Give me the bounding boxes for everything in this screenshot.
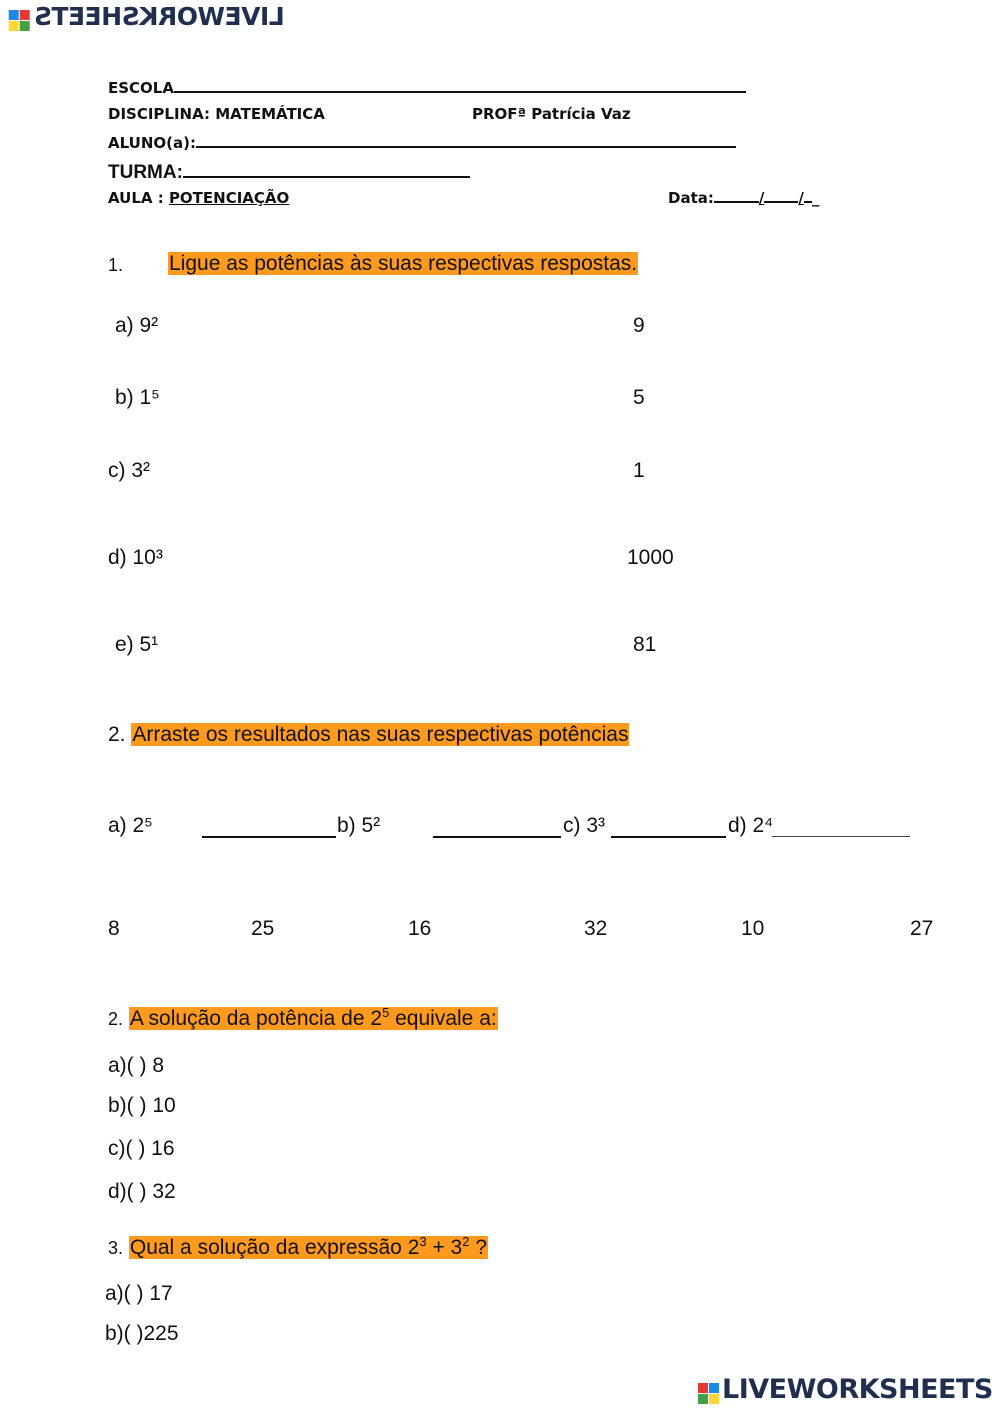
- aula-line: [108, 189, 289, 207]
- q1-left-c[interactable]: c) 3²: [108, 459, 150, 482]
- q4-heading: [108, 1234, 488, 1260]
- aula-topic: POTENCIAÇÃO: [168, 189, 290, 207]
- q2-number: 2.: [108, 723, 126, 746]
- q1-right-1[interactable]: 9: [633, 314, 645, 337]
- q2-drop-b[interactable]: [433, 812, 561, 838]
- data-year-blank[interactable]: [804, 201, 812, 203]
- q3-prompt-exp: 5: [382, 1005, 390, 1020]
- q1-right-5[interactable]: 81: [633, 633, 657, 656]
- q4-exp-1: 3: [419, 1234, 427, 1249]
- top-watermark-logo-icon: [9, 10, 30, 31]
- q2-drop-d[interactable]: [772, 812, 910, 837]
- aluno-line: [108, 134, 736, 152]
- bottom-watermark: [698, 1374, 993, 1405]
- q4-prompt: [129, 1236, 488, 1259]
- bottom-watermark-text: LIVEWORKSHEETS: [722, 1374, 993, 1405]
- data-day-blank[interactable]: [714, 201, 759, 203]
- q1-left-b[interactable]: b) 1⁵: [115, 386, 160, 409]
- q4-prompt-mid: + 3: [426, 1236, 463, 1259]
- bottom-watermark-logo-icon: [698, 1383, 719, 1404]
- q4-number: 3.: [108, 1238, 124, 1258]
- data-sep-2: /: [798, 189, 804, 207]
- q2-drop-a[interactable]: [202, 812, 336, 838]
- data-label: Data:: [668, 189, 714, 207]
- q3-prompt: [129, 1007, 498, 1030]
- data-line: [668, 189, 819, 207]
- q2-option-10[interactable]: 10: [741, 917, 765, 940]
- q1-left-a[interactable]: a) 9²: [115, 314, 159, 337]
- q2-option-32[interactable]: 32: [584, 917, 608, 940]
- data-end: _: [811, 189, 820, 207]
- q3-choice-b[interactable]: b)( ) 10: [108, 1094, 176, 1117]
- turma-blank[interactable]: [183, 176, 470, 178]
- turma-line: [108, 162, 470, 184]
- q2-option-27[interactable]: 27: [910, 917, 934, 940]
- q2-item-a: a) 2⁵: [108, 814, 153, 837]
- q4-prompt-before: Qual a solução da expressão 2: [129, 1236, 420, 1259]
- q3-prompt-before: A solução da potência de 2: [129, 1007, 383, 1030]
- q1-prompt: [168, 252, 638, 276]
- q2-item-d: d) 2⁴: [728, 814, 774, 837]
- turma-label: TURMA:: [108, 162, 183, 183]
- q1-left-d[interactable]: d) 10³: [108, 546, 163, 569]
- q2-item-b: b) 5²: [337, 814, 381, 837]
- q4-exp-2: 2: [462, 1234, 470, 1249]
- q4-prompt-after: ?: [469, 1236, 487, 1259]
- q2-item-c: c) 3³: [563, 814, 605, 837]
- q2-option-8[interactable]: 8: [108, 917, 120, 940]
- professora-label: PROFª Patrícia Vaz: [472, 105, 631, 123]
- disciplina-label: DISCIPLINA: MATEMÁTICA: [108, 105, 325, 123]
- q2-drop-c[interactable]: [611, 812, 726, 838]
- top-watermark-text: LIVEWORKSHEETS: [34, 2, 285, 31]
- q1-right-2[interactable]: 5: [633, 386, 645, 409]
- aluno-blank[interactable]: [196, 146, 736, 148]
- escola-line: [108, 79, 746, 97]
- q3-prompt-after: equivale a:: [389, 1007, 497, 1030]
- escola-blank[interactable]: [174, 91, 746, 93]
- q3-choice-a[interactable]: a)( ) 8: [108, 1054, 165, 1077]
- q3-number: 2.: [108, 1009, 124, 1029]
- top-watermark: [6, 2, 285, 31]
- q3-heading: [108, 1005, 498, 1031]
- q1-right-4[interactable]: 1000: [627, 546, 674, 569]
- q4-choice-a[interactable]: a)( ) 17: [105, 1282, 173, 1305]
- q2-prompt: Arraste os resultados nas suas respectivas potências: [132, 723, 629, 746]
- q1-prompt-text: Ligue as potências às suas respectivas respostas.: [169, 252, 638, 275]
- aula-label: AULA :: [108, 189, 169, 207]
- aluno-label: ALUNO(a):: [108, 134, 196, 152]
- q1-left-e[interactable]: e) 5¹: [115, 633, 159, 656]
- data-sep-1: /: [758, 189, 765, 207]
- q2-heading: [108, 723, 629, 747]
- q4-choice-b[interactable]: b)( )225: [105, 1322, 179, 1345]
- q2-option-25[interactable]: 25: [251, 917, 275, 940]
- escola-label: ESCOLA: [108, 79, 174, 97]
- q3-choice-c[interactable]: c)( ) 16: [108, 1137, 175, 1160]
- q3-choice-d[interactable]: d)( ) 32: [108, 1180, 176, 1203]
- data-month-blank[interactable]: [764, 201, 798, 203]
- q2-option-16[interactable]: 16: [408, 917, 432, 940]
- q1-number: 1.: [108, 255, 124, 275]
- q1-right-3[interactable]: 1: [633, 459, 645, 482]
